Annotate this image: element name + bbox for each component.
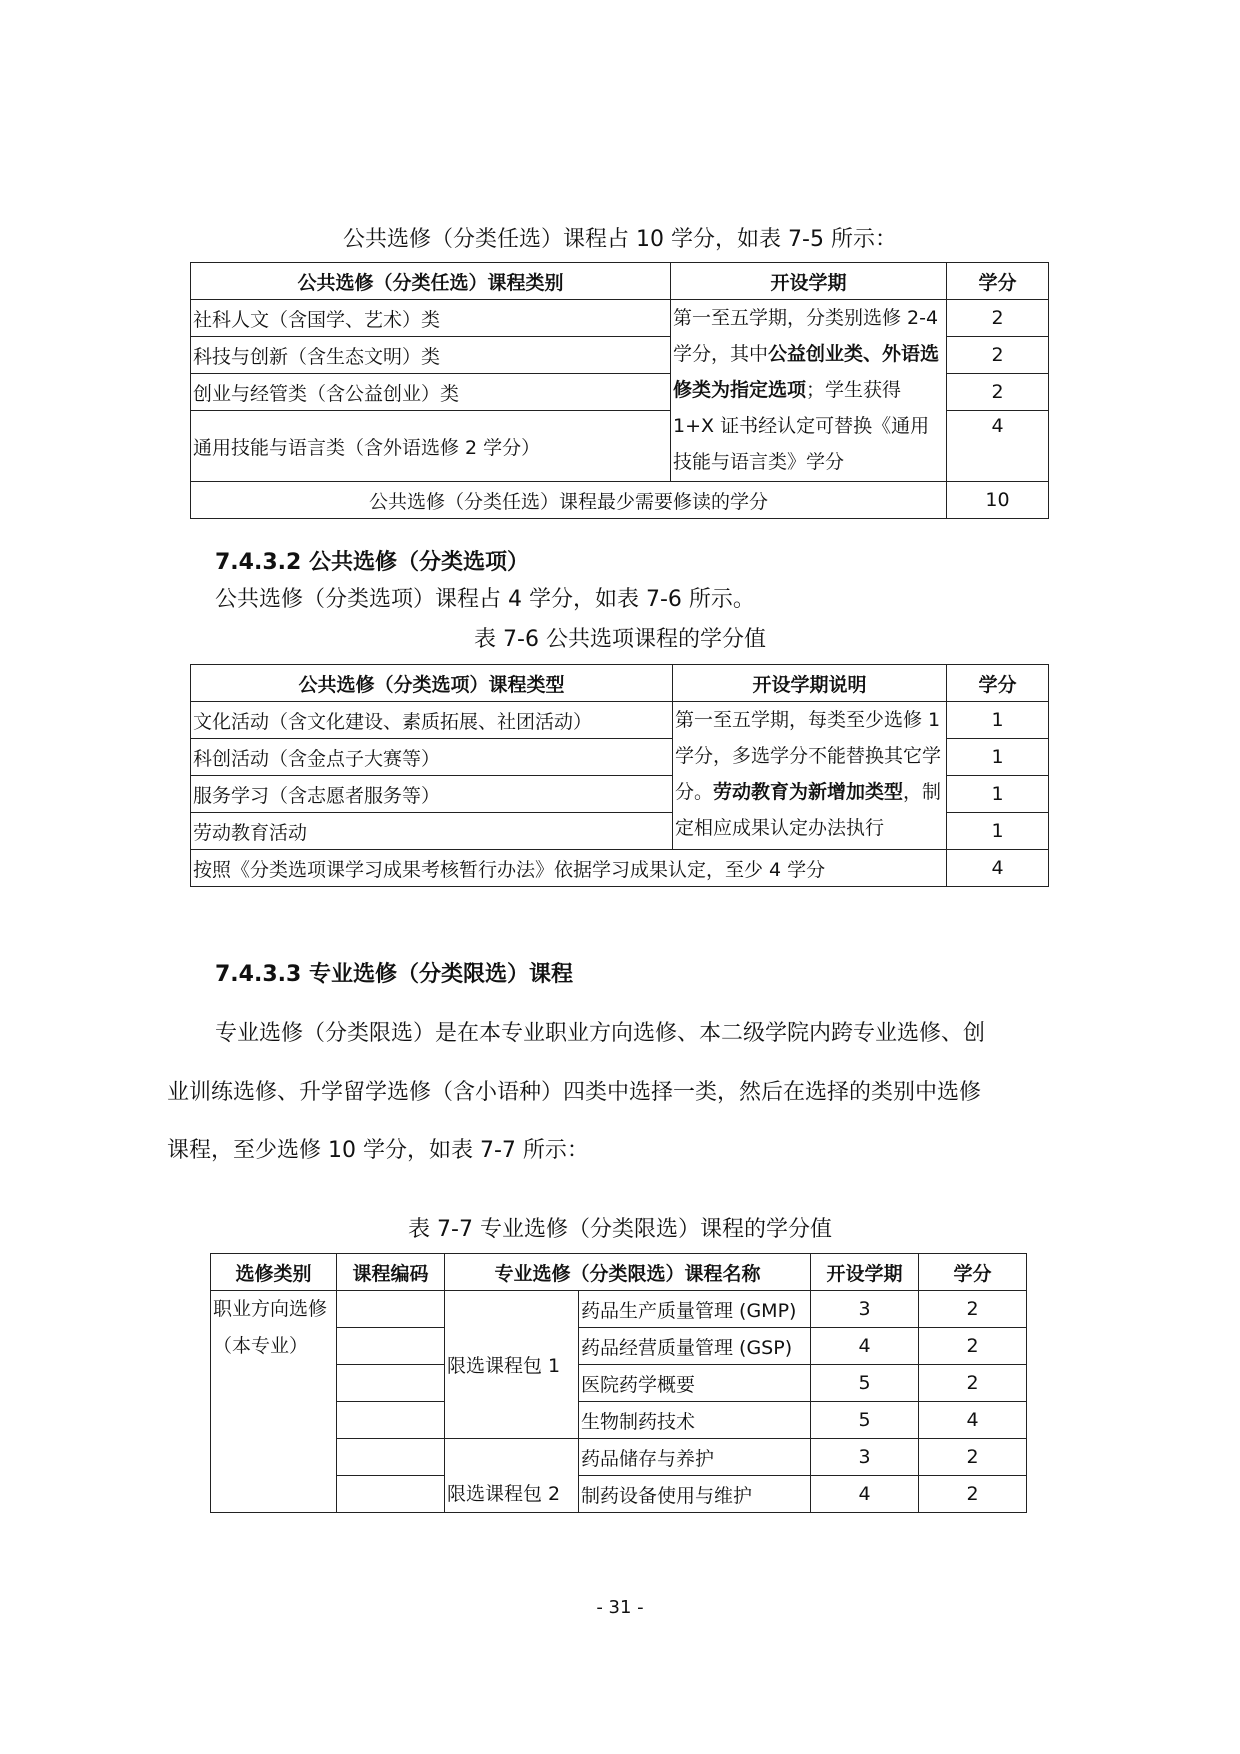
table-7-5-cell-credit: 2 (947, 300, 1049, 337)
table-7-7-package-2: 限选课程包 2 (445, 1439, 579, 1513)
table-7-7-cell-course: 药品经营质量管理 (GSP) (579, 1328, 811, 1365)
table-7-7-cell-course: 药品储存与养护 (579, 1439, 811, 1476)
table-7-7-header-credit: 学分 (919, 1254, 1027, 1291)
table-7-7-header-category: 选修类别 (211, 1254, 337, 1291)
page-number: - 31 - (596, 1597, 644, 1618)
table-7-6-cell-name: 劳动教育活动 (191, 813, 673, 850)
paragraph-line: 业训练选修、升学留学选修（含小语种）四类中选择一类，然后在选择的类别中选修 (167, 1080, 982, 1105)
table-7-6-total-label: 按照《分类选项课学习成果考核暂行办法》依据学习成果认定，至少 4 学分 (191, 850, 947, 887)
table-7-5-total-label: 公共选修（分类任选）课程最少需要修读的学分 (191, 482, 947, 519)
table-7-5-cell-credit: 2 (947, 374, 1049, 411)
table-7-6-header-type: 公共选修（分类选项）课程类型 (191, 665, 673, 702)
table-7-7-cell-code (337, 1439, 445, 1476)
table-7-6-cell-credit: 1 (947, 702, 1049, 739)
table-7-6-note-bold: 劳动教育为新增加类型 (713, 781, 904, 803)
table-7-7-cell-credit: 4 (919, 1402, 1027, 1439)
table-7-7-header-code: 课程编码 (337, 1254, 445, 1291)
table-7-7-cell-course: 医院药学概要 (579, 1365, 811, 1402)
section-heading-7432: 7.4.3.2 公共选修（分类选项） (215, 550, 529, 575)
table-7-5-header-category: 公共选修（分类任选）课程类别 (191, 263, 671, 300)
table-7-7-cell-credit: 2 (919, 1291, 1027, 1328)
table-7-5-cell-name: 科技与创新（含生态文明）类 (191, 337, 671, 374)
table-7-7-cell-term: 3 (811, 1291, 919, 1328)
table-7-7-cell-code (337, 1328, 445, 1365)
table-7-7-cell-term: 4 (811, 1328, 919, 1365)
table-7-7-cell-credit: 2 (919, 1328, 1027, 1365)
table-7-7-cell-credit: 2 (919, 1439, 1027, 1476)
table-7-5 (190, 262, 1049, 519)
table-7-5-note-part-a: 第一至五学期，分类别选修 2-4 学分，其中 (673, 307, 939, 365)
table-row (191, 850, 1049, 887)
table-row (211, 1291, 1027, 1328)
table-7-5-cell-name: 通用技能与语言类（含外语选修 2 学分） (191, 411, 671, 482)
table-7-7 (210, 1253, 1027, 1513)
table-row (191, 482, 1049, 519)
table-7-7-category-line2: （本专业） (213, 1335, 309, 1357)
table-7-5-note-part-b: ；学生获得 1+X 证书经认定可替换《通用技能与语言类》学分 (673, 379, 930, 473)
table-7-6-intro: 公共选修（分类选项）课程占 4 学分，如表 7-6 所示。 (215, 587, 755, 612)
table-7-5-cell-credit: 4 (947, 411, 1049, 482)
table-7-7-cell-code (337, 1476, 445, 1513)
table-7-6-cell-credit: 1 (947, 776, 1049, 813)
table-7-7-cell-course: 制药设备使用与维护 (579, 1476, 811, 1513)
table-7-7-cell-term: 4 (811, 1476, 919, 1513)
table-7-6-cell-name: 科创活动（含金点子大赛等） (191, 739, 673, 776)
table-7-6-cell-name: 服务学习（含志愿者服务等） (191, 776, 673, 813)
table-7-7-cell-code (337, 1402, 445, 1439)
table-7-7-package-1: 限选课程包 1 (445, 1291, 579, 1439)
table-7-7-category-line1: 职业方向选修 (213, 1298, 328, 1320)
table-7-5-term-note (671, 300, 947, 482)
paragraph-line: 专业选修（分类限选）是在本专业职业方向选修、本二级学院内跨专业选修、创 (215, 1021, 986, 1046)
table-7-5-header-term: 开设学期 (671, 263, 947, 300)
table-7-5-header-credit: 学分 (947, 263, 1049, 300)
table-7-7-cell-term: 5 (811, 1402, 919, 1439)
table-7-6-total-credit: 4 (947, 850, 1049, 887)
table-7-5-total-credit: 10 (947, 482, 1049, 519)
table-7-6-cell-name: 文化活动（含文化建设、素质拓展、社团活动） (191, 702, 673, 739)
table-7-7-caption: 表 7-7 专业选修（分类限选）课程的学分值 (408, 1217, 832, 1242)
table-7-7-cell-term: 3 (811, 1439, 919, 1476)
table-7-6-cell-credit: 1 (947, 739, 1049, 776)
table-7-6-term-note (673, 702, 947, 850)
table-7-6-header-credit: 学分 (947, 665, 1049, 702)
table-7-5-cell-name: 社科人文（含国学、艺术）类 (191, 300, 671, 337)
table-7-7-cell-code (337, 1365, 445, 1402)
table-row (191, 300, 1049, 337)
table-7-6-caption: 表 7-6 公共选项课程的学分值 (474, 627, 766, 652)
table-7-6 (190, 664, 1049, 887)
table-7-7-cell-credit: 2 (919, 1476, 1027, 1513)
section-heading-7433: 7.4.3.3 专业选修（分类限选）课程 (215, 962, 573, 987)
table-7-6-header-term: 开设学期说明 (673, 665, 947, 702)
table-7-5-intro: 公共选修（分类任选）课程占 10 学分，如表 7-5 所示： (343, 227, 897, 252)
table-7-5-cell-credit: 2 (947, 337, 1049, 374)
paragraph-line: 课程，至少选修 10 学分，如表 7-7 所示： (167, 1138, 589, 1163)
table-7-6-note-part-b: ，制定相应成果认定办法执行 (675, 781, 942, 839)
table-7-6-cell-credit: 1 (947, 813, 1049, 850)
table-7-5-note-bold: 公益创业类、外语选修类为指定选项 (673, 343, 940, 401)
table-7-5-cell-name: 创业与经管类（含公益创业）类 (191, 374, 671, 411)
table-7-6-note-part-a: 第一至五学期，每类至少选修 1 学分，多选学分不能替换其它学分。 (675, 709, 942, 803)
table-7-7-cell-term: 5 (811, 1365, 919, 1402)
table-row (191, 702, 1049, 739)
table-7-7-cell-credit: 2 (919, 1365, 1027, 1402)
table-7-7-cell-code (337, 1291, 445, 1328)
table-7-7-header-course: 专业选修（分类限选）课程名称 (445, 1254, 811, 1291)
table-7-7-header-term: 开设学期 (811, 1254, 919, 1291)
table-7-7-cell-course: 药品生产质量管理 (GMP) (579, 1291, 811, 1328)
table-7-7-category (211, 1291, 337, 1513)
table-7-7-cell-course: 生物制药技术 (579, 1402, 811, 1439)
